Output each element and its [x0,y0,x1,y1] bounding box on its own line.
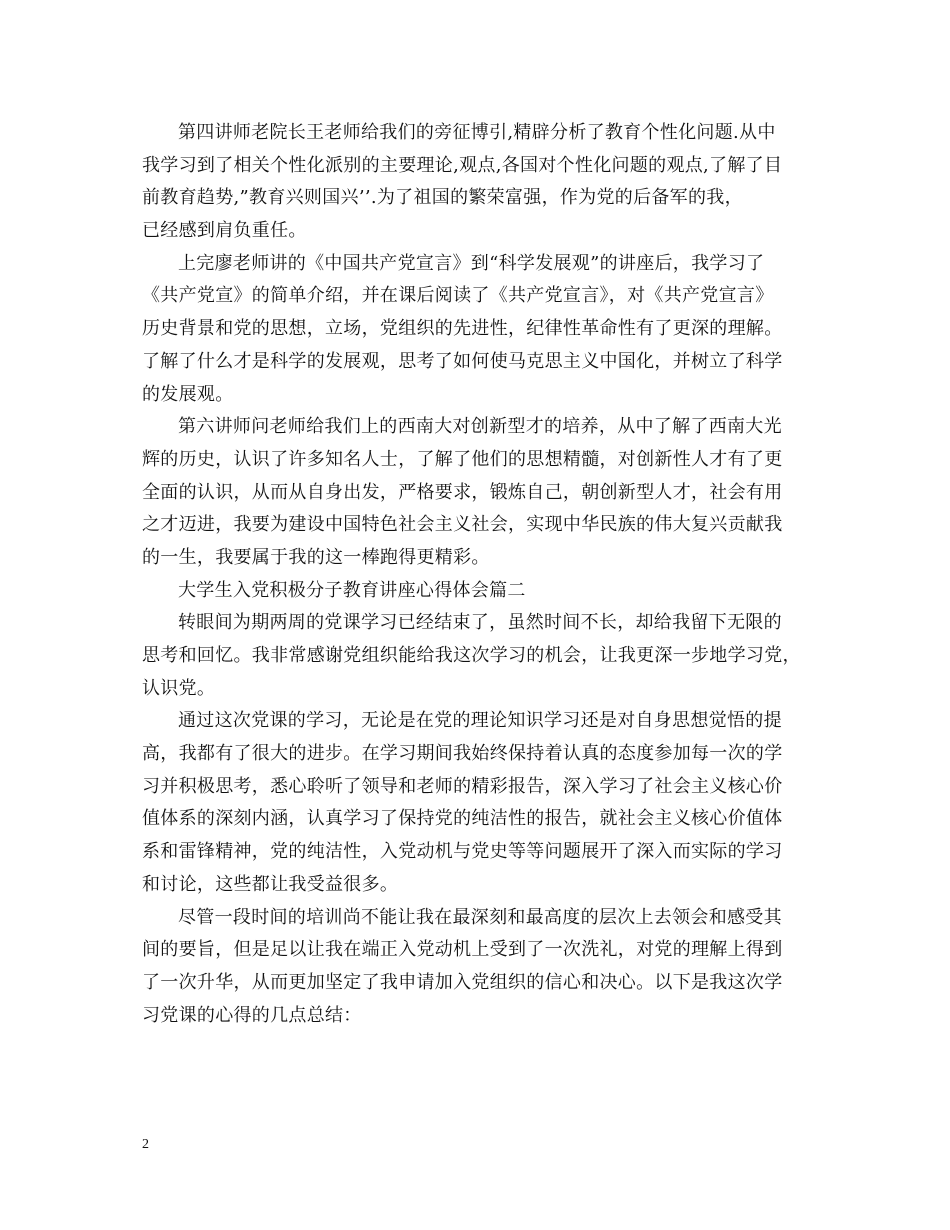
paragraph-line: 思考和回忆。我非常感谢党组织能给我这次学习的机会，让我更深一步地学习党， [142,645,801,666]
paragraph-line: 的一生，我要属于我的这一棒跑得更精彩。 [142,546,490,568]
paragraph-line: 通过这次党课的学习，无论是在党的理论知识学习还是对自身思想觉悟的提 [178,710,782,732]
paragraph-line: 《共产党宣》的简单介绍，并在课后阅读了《共产党宣言》，对《共产党宣言》 [142,285,774,307]
paragraph-line: 习并积极思考，悉心聆听了领导和老师的精彩报告，深入学习了社会主义核心价 [142,775,783,797]
paragraph-line: 前教育趋势,”教育兴则国兴’’.为了祖国的繁荣富强，作为党的后备军的我， [142,187,743,209]
paragraph-line: 已经感到肩负重任。 [142,220,307,242]
paragraph-line: 习党课的心得的几点总结： [142,1004,362,1026]
paragraph-line: 之才迈进，我要为建设中国特色社会主义社会，实现中华民族的伟大复兴贡献我 [142,514,783,536]
paragraph-line: 辉的历史，认识了许多知名人士，了解了他们的思想精髓，对创新性人才有了更 [142,448,783,470]
document-body [142,117,810,1032]
paragraph-line: 的发展观。 [142,383,234,405]
paragraph-line: 我学习到了相关个性化派别的主要理论,观点,各国对个性化问题的观点,了解了目 [142,154,783,176]
paragraph-line: 历史背景和党的思想，立场，党组织的先进性，纪律性革命性有了更深的理解。 [142,318,783,340]
paragraph-line: 了一次升华，从而更加坚定了我申请加入党组织的信心和决心。以下是我这次学 [142,971,783,993]
paragraph-line: 了解了什么才是科学的发展观，思考了如何使马克思主义中国化，并树立了科学 [142,350,783,372]
paragraph-line: 系和雷锋精神，党的纯洁性，入党动机与党史等等问题展开了深入而实际的学习 [142,841,783,863]
paragraph-line: 转眼间为期两周的党课学习已经结束了，虽然时间不长，却给我留下无限的 [178,612,782,634]
paragraph-line: 尽管一段时间的培训尚不能让我在最深刻和最高度的层次上去领会和感受其 [178,906,782,928]
paragraph-line: 和讨论，这些都让我受益很多。 [142,873,399,895]
paragraph-line: 认识党。 [142,677,216,699]
paragraph-line: 上完廖老师讲的《中国共产党宣言》到“科学发展观”的讲座后，我学习了 [178,252,765,274]
paragraph-line: 间的要旨，但是足以让我在端正入党动机上受到了一次洗礼，对党的理解上得到 [142,939,783,961]
paragraph-line: 全面的认识，从而从自身出发，严格要求，锻炼自己，朝创新型人才，社会有用 [142,481,783,503]
paragraph-line: 第六讲师问老师给我们上的西南大对创新型才的培养，从中了解了西南大光 [178,416,782,438]
paragraph-line: 高，我都有了很大的进步。在学习期间我始终保持着认真的态度参加每一次的学 [142,743,783,765]
paragraph-line: 第四讲师老院长王老师给我们的旁征博引,精辟分析了教育个性化问题.从中 [178,122,776,143]
section-heading: 大学生入党积极分子教育讲座心得体会篇二 [178,579,526,601]
page-number: 2 [142,1137,149,1152]
paragraph-line: 值体系的深刻内涵，认真学习了保持党的纯洁性的报告，就社会主义核心价值体 [142,808,783,830]
